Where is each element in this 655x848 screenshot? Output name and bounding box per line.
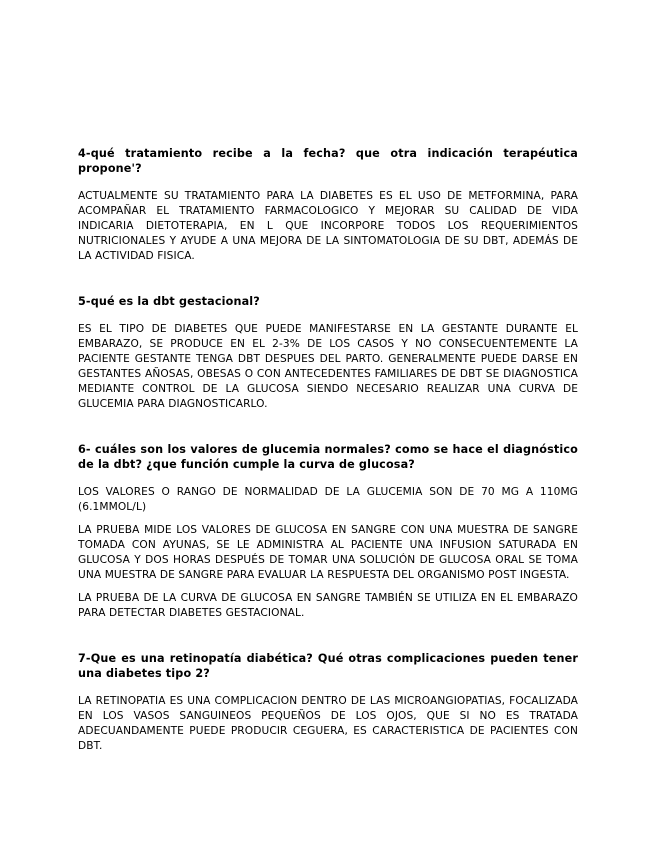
question-heading: 4-qué tratamiento recibe a la fecha? que otra indicación terapéutica propone'?	[78, 147, 578, 175]
answer-paragraph: ES EL TIPO DE DIABETES QUE PUEDE MANIFESTARSE EN LA GESTANTE DURANTE EL EMBARAZO, SE PRODUCE EN EL 2-3% DE LOS CASOS Y NO CONSECUENTEMENTE LA PACIENTE GESTANTE TENGA DBT DESPUES DEL PARTO. GENERALMENTE PUEDE DARSE EN GESTANTES AÑOSAS, OBESAS O CON ANTECEDENTES FAMILIARES DE DBT SE DIAGNOSTICA MEDIANTE CONTROL DE LA GLUCOSA SIENDO NECESARIO REALIZAR UNA CURVA DE GLUCEMIA PARA DIAGNOSTICARLO.	[78, 323, 578, 410]
document-page	[78, 146, 578, 762]
section-question-7	[78, 651, 578, 754]
answer-paragraph: LA RETINOPATIA ES UNA COMPLICACION DENTRO DE LAS MICROANGIOPATIAS, FOCALIZADA EN LOS VASOS SANGUINEOS PEQUEÑOS DE LOS OJOS, QUE SI NO ES TRATADA ADECUANDAMENTE PUEDE PRODUCIR CEGUERA, ES CARACTERISTICA DE PACIENTES CON DBT.	[78, 695, 578, 752]
question-heading: 7-Que es una retinopatía diabética? Qué otras complicaciones pueden tener una diabetes tipo 2?	[78, 652, 578, 680]
section-question-5	[78, 294, 578, 412]
section-question-6	[78, 442, 578, 621]
answer-paragraph: ACTUALMENTE SU TRATAMIENTO PARA LA DIABETES ES EL USO DE METFORMINA, PARA ACOMPAÑAR EL TRATAMIENTO FARMACOLOGICO Y MEJORAR SU CALIDAD DE VIDA INDICARIA DIETOTERAPIA, EN L QUE INCORPORE TODOS LOS REQUERIMIENTOS NUTRICIONALES Y AYUDE A UNA MEJORA DE LA SINTOMATOLOGIA DE SU DBT, ADEMÁS DE LA ACTIVIDAD FISICA.	[78, 190, 578, 262]
answer-paragraph: LA PRUEBA DE LA CURVA DE GLUCOSA EN SANGRE TAMBIÉN SE UTILIZA EN EL EMBARAZO PARA DETECTAR DIABETES GESTACIONAL.	[78, 592, 578, 619]
question-heading: 6- cuáles son los valores de glucemia normales? como se hace el diagnóstico de la dbt? ¿que función cumple la curva de glucosa?	[78, 443, 578, 471]
section-question-4	[78, 146, 578, 264]
answer-paragraph: LOS VALORES O RANGO DE NORMALIDAD DE LA GLUCEMIA SON DE 70 MG A 110MG (6.1MMOL/L)	[78, 486, 578, 513]
answer-paragraph: LA PRUEBA MIDE LOS VALORES DE GLUCOSA EN SANGRE CON UNA MUESTRA DE SANGRE TOMADA CON AYUNAS, SE LE ADMINISTRA AL PACIENTE UNA INFUSION SATURADA EN GLUCOSA Y DOS HORAS DESPUÉS DE TOMAR UNA SOLUCIÓN DE GLUCOSA ORAL SE TOMA UNA MUESTRA DE SANGRE PARA EVALUAR LA RESPUESTA DEL ORGANISMO POST INGESTA.	[78, 524, 578, 581]
question-heading: 5-qué es la dbt gestacional?	[78, 295, 260, 308]
